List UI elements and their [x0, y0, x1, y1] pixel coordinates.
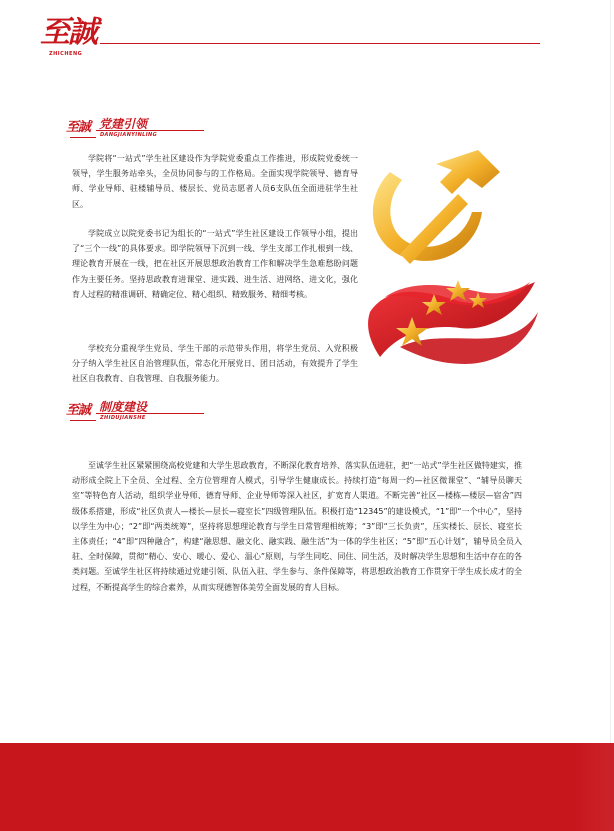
paragraph: 学校充分重视学生党员、学生干部的示范带头作用，将学生党员、入党积极分子纳入学生社区自治管理队伍，常态化开展党日、团日活动，有效提升了学生社区自我教育、自我管理、自我服务能力。 — [72, 344, 358, 384]
section-mark: 至誠 — [66, 403, 91, 418]
section-underline-short — [70, 420, 96, 421]
section-underline-short — [70, 137, 96, 138]
section-header-system-building — [66, 395, 246, 431]
section-title: 党建引领 — [99, 117, 148, 131]
footer-band — [0, 743, 614, 831]
page-edge — [610, 0, 611, 743]
section-pinyin: DANGJIANYINLING — [100, 132, 158, 138]
paragraph: 至诚学生社区紧紧围绕高校党建和大学生思政教育，不断深化教育培养、落实队伍进驻，把“一站式”学生社区做特建实，推动形成全院上下全员、全过程、全方位管理育人模式，引导学生健康成长。持续打造“每周一约—社区微课堂”、“辅导员聊天室”等特色育人活动，组织学业导师、德育导师、企业导师等深入社区，扩宽育人渠道。不断完善“社区—楼栋—楼层—宿舍”四级体系搭建，形成“社区负责人—楼长—层长—寝室长”四级管理队伍。积极打造“12345”的建设模式，“1”即“一个中心”，坚持以学生为中心；“2”即“两类统筹”，坚持将思想理论教育与学生日常管理相统筹；“3”即“三长负责”，压实楼长、层长、寝室长主体责任；“4”即“四种融合”，构建“融思想、融文化、融实践、融生活”为一体的学生社区；“5”即“五心计划”，辅导员全员入驻、全时保障，贯彻“精心、安心、暖心、爱心、温心”原则，与学生同吃、同住、同生活，及时解决学生思想和生活中存在的各类问题。至诚学生社区将持续通过党建引领、队伍入驻、学生参与、条件保障等，将思想政治教育工作贯穿于学生成长成才的全过程，不断提高学生的综合素养，从而实现德智体美劳全面发展的育人目标。 — [72, 461, 522, 592]
section-mark: 至誠 — [66, 120, 91, 135]
logo-text: 至誠 — [40, 15, 96, 50]
header-rule — [100, 43, 540, 44]
logo-subtext: ZHICHENG — [49, 51, 83, 57]
zhicheng-logo — [40, 15, 100, 66]
paragraph: 学院将“一站式”学生社区建设作为学院党委重点工作推进，形成院党委统一领导，学生服务站牵头，全员协同参与的工作格局。全面实现学院领导、德育导师、学业导师、驻楼辅导员、楼层长、党员志愿者人员6支队伍全面进驻学生社区。 — [72, 154, 358, 209]
party-emblem-with-stars-icon — [360, 142, 540, 382]
paragraph: 学院成立以院党委书记为组长的“一站式”学生社区建设工作领导小组，提出了“三个一线”的具体要求。即学院领导下沉到一线、学生支部工作扎根到一线、理论教育开展在一线，把在社区开展思想政治教育工作和解决学生急难愁盼问题作为主要任务。坚持思政教育进课堂、进实践、进生活、进网络、进文化，强化育人过程的精准调研、精确定位、精心组织、精致服务、精细考核。 — [72, 229, 358, 299]
section-header-party-building — [66, 112, 246, 148]
section-pinyin: ZHIDUJIANSHE — [100, 415, 146, 421]
section-title: 制度建设 — [99, 400, 148, 414]
